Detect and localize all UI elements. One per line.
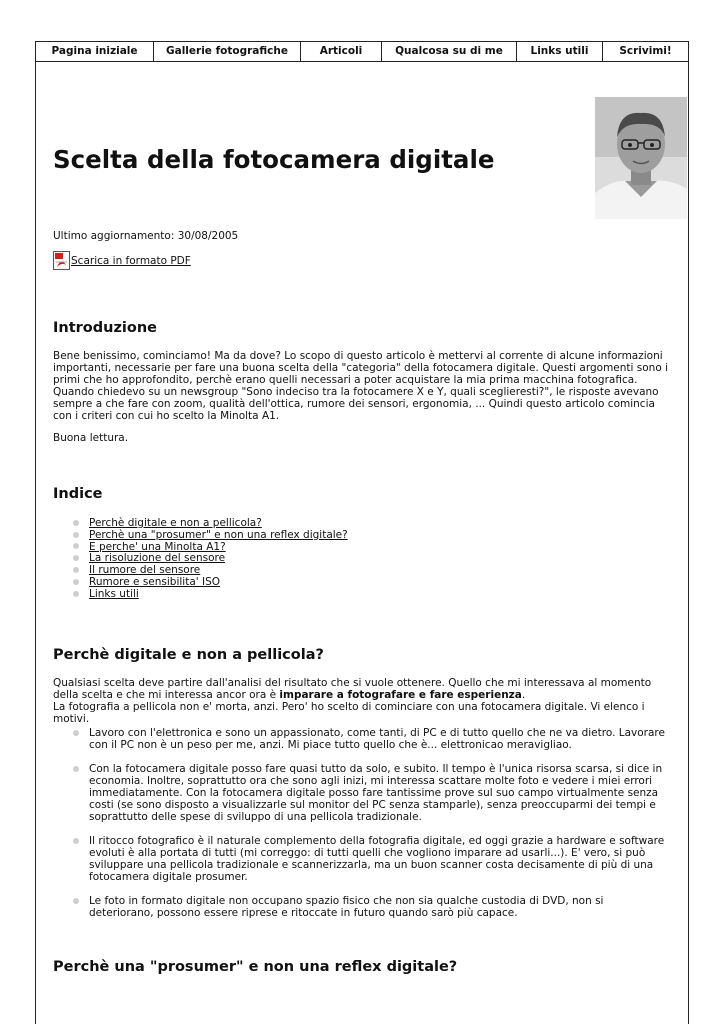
page-frame: [35, 41, 689, 1024]
list-item: [73, 576, 348, 588]
list-item: [73, 835, 671, 883]
bullet-icon: [73, 520, 79, 526]
section1-emphasis: imparare a fotografare e fare esperienza: [279, 689, 522, 701]
index-list: [73, 517, 348, 600]
bullet-icon: [73, 579, 79, 585]
last-updated: Ultimo aggiornamento: 30/08/2005: [53, 230, 239, 242]
pdf-icon[interactable]: [53, 251, 70, 270]
index-link-minolta[interactable]: E perche' una Minolta A1?: [89, 540, 226, 553]
pdf-download: [53, 251, 191, 270]
intro-closing: Buona lettura.: [53, 432, 129, 444]
index-link-noise[interactable]: Il rumore del sensore: [89, 564, 201, 577]
reason-text: Le foto in formato digitale non occupano spazio fisico che non sia qualche custodia di DVD, non si deteriorano, possono essere riprese e ritoccate in futuro quando sarò più capace.: [89, 895, 604, 919]
section2-heading: Perchè una "prosumer" e non una reflex digitale?: [53, 959, 458, 975]
section1-text-before: Qualsiasi scelta deve partire dall'analisi del risultato che si vuole ottenere. Quello che mi interessava al momento della scelta e che mi interessa ancor ora è: [53, 677, 652, 701]
list-item: [73, 564, 348, 576]
intro-text: Bene benissimo, cominciamo! Ma da dove? Lo scopo di questo articolo è mettervi al corrente di alcune informazioni importanti, necessarie per fare una buona scelta della "categoria" della fotocamera digitale. Questi argomenti sono i primi che ho approfondito, perchè erano quelli necessari a poter acquistare la mia prima macchina fotografica. Quando chiedevo su un newsgroup "Sono indeciso tra la fotocamere X e Y, quali sceglieresti?", le risposte avevano sempre a che fare con zoom, qualità dell'ottica, rumore dei sensori, ergonomia, ... Quindi questo articolo comincia con i criteri con cui ho scelto la Minolta A1.: [53, 350, 669, 422]
list-item: [73, 588, 348, 600]
index-link-links[interactable]: Links utili: [89, 587, 139, 600]
author-portrait: [595, 97, 687, 219]
bullet-icon: [73, 730, 79, 736]
index-link-resolution[interactable]: La risoluzione del sensore: [89, 552, 226, 565]
bullet-icon: [73, 898, 79, 904]
section1-text-line2: La fotografia a pellicola non e' morta, anzi. Pero' ho scelto di cominciare con una fotocamera digitale. Vi elenco i motivi.: [53, 701, 645, 725]
bullet-icon: [73, 766, 79, 772]
list-item: [73, 727, 671, 751]
section1-text-after: .: [521, 689, 526, 701]
nav-about-me[interactable]: Qualcosa su di me: [382, 42, 517, 62]
index-link-iso[interactable]: Rumore e sensibilita' ISO: [89, 575, 221, 588]
section1-intro: [53, 677, 671, 725]
list-item: [73, 517, 348, 529]
index-link-prosumer[interactable]: Perchè una "prosumer" e non una reflex digitale?: [89, 528, 348, 541]
section1-heading: Perchè digitale e non a pellicola?: [53, 647, 324, 663]
reasons-list: [73, 727, 671, 931]
top-navigation: [36, 42, 688, 62]
bullet-icon: [73, 567, 79, 573]
index-heading: Indice: [53, 486, 103, 502]
bullet-icon: [73, 543, 79, 549]
index-link-digital[interactable]: Perchè digitale e non a pellicola?: [89, 516, 262, 529]
nav-contact[interactable]: Scrivimi!: [619, 45, 672, 57]
list-item: [73, 552, 348, 564]
nav-useful-links[interactable]: Links utili: [517, 42, 603, 62]
reason-text: Il ritocco fotografico è il naturale complemento della fotografia digitale, ed oggi grazie a hardware e software evoluti è alla portata di tutti (mi correggo: di tutti quelli che vogliono imparare ad usarli...). E' vero, si può sviluppare una pellicola tradizionale e scannerizzarla, ma un buon scanner costa decisamente di più di una fotocamera digitale prosumer.: [89, 835, 665, 883]
list-item: [73, 763, 671, 823]
reason-text: Con la fotocamera digitale posso fare quasi tutto da solo, e subito. Il tempo è l'unica risorsa scarsa, si dice in economia. Inoltre, soprattutto ora che sono agli inizi, mi interessa scattare molte foto e vedere i miei errori immediatamente. Con la fotocamera digitale posso fare tantissime prove sul suo campo virtualmente senza costi (se sono disposto a visualizzarle sul monitor del PC senza stamparle), senza preoccuparmi dei tempi e soprattutto delle spese di sviluppo di una pellicola tradizionale.: [89, 763, 663, 823]
bullet-icon: [73, 591, 79, 597]
reason-text: Lavoro con l'elettronica e sono un appassionato, come tanti, di PC e di tutto quello che ne va dietro. Lavorare con il PC non è un peso per me, anzi. Mi piace tutto quello che è... elettronicao meravigliao.: [89, 727, 665, 751]
bullet-icon: [73, 838, 79, 844]
pdf-download-link[interactable]: Scarica in formato PDF: [71, 254, 191, 267]
list-item: [73, 529, 348, 541]
page-title: Scelta della fotocamera digitale: [53, 145, 495, 174]
list-item: [73, 895, 671, 919]
bullet-icon: [73, 555, 79, 561]
nav-home[interactable]: Pagina iniziale: [36, 42, 154, 62]
nav-galleries[interactable]: Gallerie fotografiche: [154, 42, 301, 62]
intro-heading: Introduzione: [53, 320, 157, 336]
bullet-icon: [73, 532, 79, 538]
list-item: [73, 541, 348, 553]
nav-articles[interactable]: Articoli: [301, 42, 382, 62]
